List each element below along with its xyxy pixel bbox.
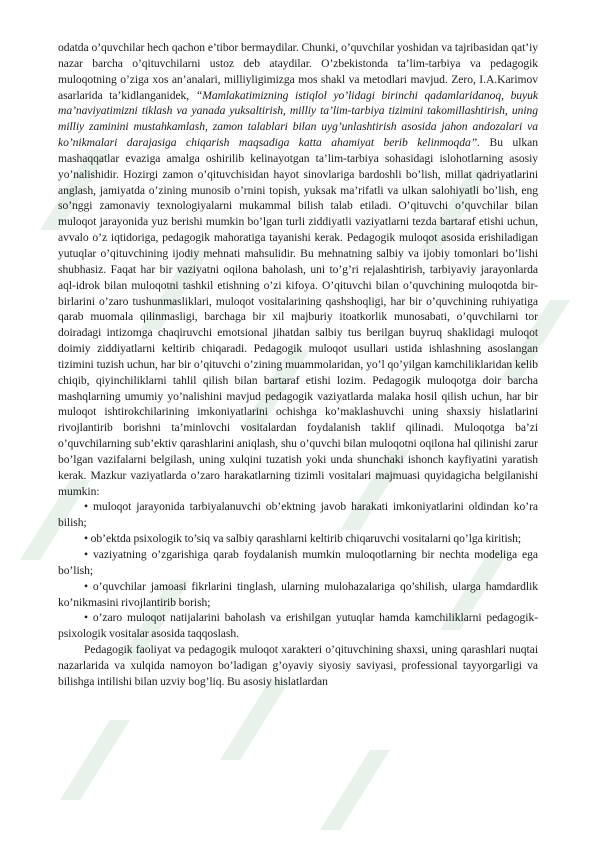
paragraph-2: Pedagogik faoliyat va pedagogik muloqot xarakteri o’qituvchining shaxsi, uning qarashlari nuqtai nazarlarida va xulqida namoyon bo’ladigan g’oyaviy siyosiy saviyasi, professional tayyorgarligi va bilishga intilishi bilan uzviy bog’liq. Bu asosiy hislatlardan	[58, 643, 538, 688]
bullet-item-4: • o’quvchilar jamoasi fikrlarini tinglash, ularning mulohazalariga qo’shilish, ularga hamdardlik ko’nikmasini rivojlantirib borish;	[58, 579, 538, 609]
paragraph-1-text-b: Bu ulkan mashaqqatlar evaziga amalga oshirilib kelinayotgan ta’lim-tarbiya sohasidagi islohotlarning asosiy yo’nalishidir. Hozirgi zamon o’qituvchisidan hayot sinovlariga bardoshli bo’lish, millat qadriyatlarini anglash, jamiyatda o’zining munosib o’rnini topish, yuksak ma’rifatli va ulkan salohiyatli bo’lish, eng so’nggi zamonaviy texnologiyalarni mukammal bilish talab etiladi. O’qituvchi o’quvchilar bilan muloqot jarayonida yuz berishi mumkin bo’lgan turli ziddiyatli vaziyatlarni tezda bartaraf etishi uchun, avvalo o’z iqtidoriga, pedagogik mahoratiga tayanishi kerak. Pedagogik muloqot asosida erishiladigan yutuqlar o’qituvchining ijodiy mehnati mahsulidir. Bu mehnatning salbiy va ijobiy tomonlari bo’lishi shubhasiz. Faqat har bir vaziyatni oqilona baholash, uni to’g’ri rejalashtirish, tarbiyaviy jarayonlarda aql-idrok bilan muloqotni tashkil etishning o’zi kifoya. O’qituvchi bilan o’quvchining muloqotda bir-birlarini o’zaro tushunmasliklari, muloqot vositalarining qashshoqligi, har bir o’quvchining ruhiyatiga qarab muomala qilinmasligi, barchaga bir xil majburiy itoatkorlik munosabati, o’quvchilarni tor doiradagi intizomga chaqiruvchi emotsional jihatdan salbiy tus berilgan buyruq shaklidagi muloqot doimiy ziddiyatlarni keltirib chiqaradi. Pedagogik muloqot usullari ustida ishlashning asoslangan tizimini tuzish uchun, har bir o’qituvchi o’zining muammolaridan, yo’l qo’yilgan kamchiliklaridan kelib chiqib, qiyinchiliklarni tahlil qilish bilan bartaraf etishi lozim. Pedagogik muloqotga doir barcha mashqlarning umumiy yo’nalishini mavjud pedagogik vaziyatlarda malaka hosil qilish uchun, har bir muloqot ishtirokchilarining imkoniyatlarini ochishga ko’maklashuvchi uning shaxsiy hislatlarini rivojlantirib borishni ta’minlovchi vositalardan foydalanish taklif qilinadi. Muloqotga ba’zi o’quvchilarning sub’ektiv qarashlarini aniqlash, shu o’quvchi bilan muloqotni oqilona hal qilinishi zarur bo’lgan vazifalarni belgilash, uning xulqini tuzatish yoki unda shunchaki ishonch kayfiyatini yaratish kerak. Mazkur vaziyatlarda o’zaro harakatlarning tizimli vositalari majmuasi quyidagicha belgilanishi mumkin:	[58, 136, 538, 498]
document-page	[58, 40, 538, 690]
bullet-item-1: • muloqot jarayonida tarbiyalanuvchi ob’ektning javob harakati imkoniyatlarini oldindan ko’ra bilish;	[58, 500, 538, 530]
paragraph-1-text-a: odatda o’quvchilar hech qachon e’tibor bermaydilar. Chunki, o’quvchilar yoshidan va tajribasidan qat’iy nazar barcha o’qituvchilarni ustoz deb ataydilar. O’zbekistonda ta’lim-tarbiya va pedagogik muloqotning o’ziga xos an’analari, milliyligimizga mos shakl va metodlari mavjud. Zero, I.A.Karimov asarlarida ta’kidlanganidek,	[58, 41, 538, 102]
bullet-item-5: • o’zaro muloqot natijalarini baholash va erishilgan yutuqlar hamda kamchiliklarni pedagogik-psixologik vositalar asosida taqqoslash.	[58, 611, 538, 641]
quote-karimov: “Mamlakatimizning istiqlol yo’lidagi birinchi qadamlaridanoq, buyuk ma’naviyatimizni tiklash va yanada yuksaltirish, milliy ta’lim-tarbiya tizimini takomillashtirish, uning milliy zaminini mustahkamlash, zamon talablari bilan uyg’unlashtirish asosida jahon andozalari va ko’nikmalari darajasiga chiqarish maqsadiga katta ahamiyat berib kelinmoqda”.	[58, 88, 538, 150]
bullet-item-2: • ob’ektda psixologik to’siq va salbiy qarashlarni keltirib chiqaruvchi vositalarni qo’lga kiritish;	[84, 532, 522, 546]
paragraph-1	[58, 40, 538, 499]
bullet-item-3: • vaziyatning o’zgarishiga qarab foydalanish mumkin muloqotlarning bir nechta modeliga ega bo’lish;	[58, 548, 538, 577]
